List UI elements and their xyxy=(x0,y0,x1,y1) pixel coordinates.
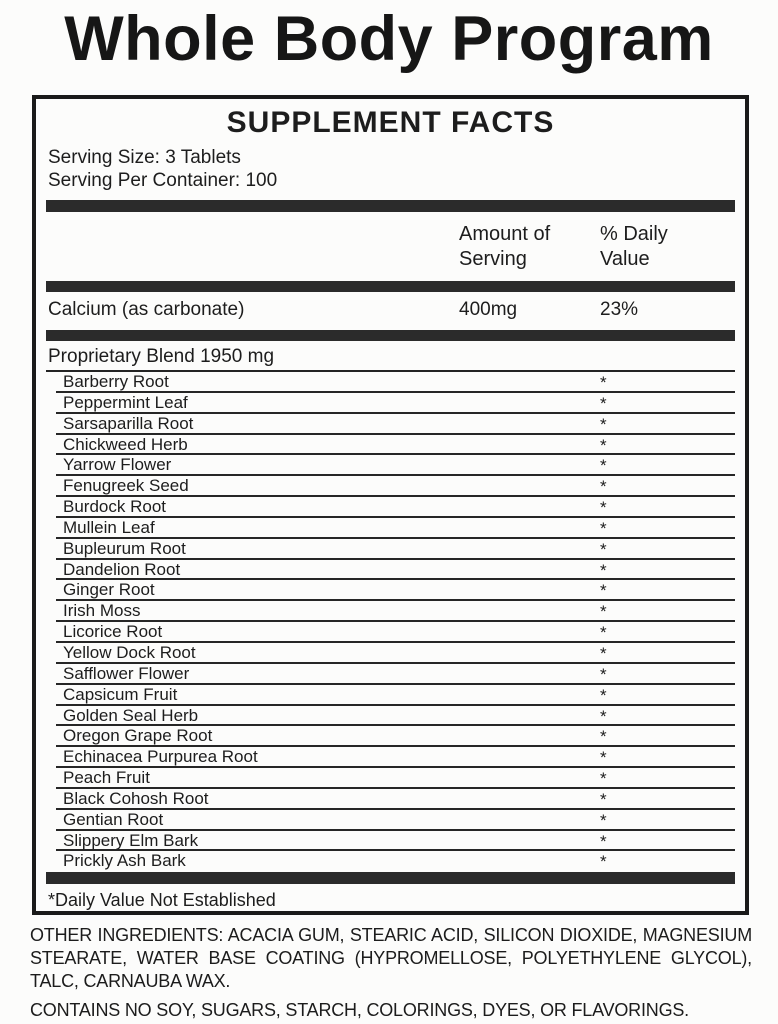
ingredient-row xyxy=(56,685,735,706)
ingredient-name: Echinacea Purpurea Root xyxy=(63,747,258,767)
ingredient-row xyxy=(56,414,735,435)
servings-per-container-text: Serving Per Container: 100 xyxy=(48,170,278,191)
divider-bar-thick xyxy=(46,281,735,292)
ingredient-daily-value: * xyxy=(600,623,607,643)
ingredient-name: Fenugreek Seed xyxy=(63,476,189,496)
ingredient-name: Barberry Root xyxy=(63,372,169,391)
ingredient-daily-value: * xyxy=(600,414,607,434)
column-header-row xyxy=(46,212,735,281)
ingredient-row xyxy=(56,580,735,601)
ingredient-name: Sarsaparilla Root xyxy=(63,413,194,433)
ingredient-daily-value: * xyxy=(600,456,607,476)
serving-size-text: Serving Size: 3 Tablets xyxy=(48,147,241,168)
ingredient-daily-value: * xyxy=(600,831,607,851)
ingredient-daily-value: * xyxy=(600,581,607,601)
ingredient-row xyxy=(56,455,735,476)
ingredient-row xyxy=(56,518,735,539)
ingredient-row xyxy=(56,372,735,393)
ingredient-daily-value: * xyxy=(600,435,607,455)
ingredient-name: Peppermint Leaf xyxy=(63,392,188,412)
ingredient-name: Ginger Root xyxy=(63,580,155,600)
other-ingredients-line: OTHER INGREDIENTS: ACACIA GUM, STEARIC ACID, SILICON DIOXIDE, MAGNESIUM xyxy=(30,925,752,945)
proprietary-blend-heading: Proprietary Blend 1950 mg xyxy=(46,341,735,372)
contains-statement: CONTAINS NO SOY, SUGARS, STARCH, COLORINGS, DYES, OR FLAVORINGS. xyxy=(30,1000,689,1020)
ingredient-row xyxy=(56,601,735,622)
ingredient-name: Safflower Flower xyxy=(63,663,190,683)
ingredient-row xyxy=(56,435,735,456)
ingredient-row xyxy=(56,726,735,747)
supplement-facts-panel xyxy=(32,95,749,915)
ingredient-name: Black Cohosh Root xyxy=(63,788,209,808)
ingredient-row xyxy=(56,560,735,581)
ingredient-name: Yellow Dock Root xyxy=(63,642,196,662)
divider-bar-thick xyxy=(46,200,735,212)
ingredient-row xyxy=(56,768,735,789)
ingredient-row xyxy=(56,706,735,727)
ingredient-row xyxy=(56,643,735,664)
ingredient-daily-value: * xyxy=(600,727,607,747)
ingredient-daily-value: * xyxy=(600,539,607,559)
ingredient-daily-value: * xyxy=(600,664,607,684)
product-title: Whole Body Program xyxy=(64,4,714,74)
ingredient-row xyxy=(56,622,735,643)
ingredient-daily-value: * xyxy=(600,498,607,518)
ingredient-name: Slippery Elm Bark xyxy=(63,830,199,850)
column-header-amount: Amount of Serving xyxy=(459,223,551,270)
ingredient-name: Dandelion Root xyxy=(63,559,181,579)
other-ingredients-paragraph xyxy=(30,924,752,993)
ingredient-row xyxy=(56,393,735,414)
ingredient-row xyxy=(56,810,735,831)
divider-bar-thick xyxy=(46,330,735,341)
ingredient-name: Oregon Grape Root xyxy=(63,726,213,746)
ingredient-row xyxy=(56,747,735,768)
ingredient-name: Capsicum Fruit xyxy=(63,684,178,704)
ingredient-daily-value: * xyxy=(600,769,607,789)
ingredient-row xyxy=(56,831,735,852)
ingredient-row xyxy=(56,789,735,810)
calcium-row xyxy=(46,292,735,330)
ingredient-daily-value: * xyxy=(600,685,607,705)
ingredient-daily-value: * xyxy=(600,789,607,809)
ingredient-list xyxy=(56,372,735,872)
ingredient-daily-value: * xyxy=(600,393,607,413)
calcium-daily-value: 23% xyxy=(600,299,639,320)
ingredient-name: Yarrow Flower xyxy=(63,455,172,475)
divider-bar-thick xyxy=(46,872,735,884)
calcium-name: Calcium (as carbonate) xyxy=(48,299,245,320)
ingredient-name: Chickweed Herb xyxy=(63,434,188,454)
ingredient-name: Licorice Root xyxy=(63,622,163,642)
ingredient-name: Prickly Ash Bark xyxy=(63,851,186,871)
ingredient-daily-value: * xyxy=(600,810,607,830)
ingredient-name: Burdock Root xyxy=(63,497,166,517)
ingredient-daily-value: * xyxy=(600,852,607,872)
ingredient-daily-value: * xyxy=(600,477,607,497)
ingredient-daily-value: * xyxy=(600,560,607,580)
ingredient-name: Bupleurum Root xyxy=(63,538,186,558)
other-ingredients-line: TALC, CARNAUBA WAX. xyxy=(30,971,231,991)
supplement-facts-heading: SUPPLEMENT FACTS xyxy=(226,106,555,139)
ingredient-daily-value: * xyxy=(600,602,607,622)
ingredient-daily-value: * xyxy=(600,373,607,392)
ingredient-daily-value: * xyxy=(600,706,607,726)
column-header-daily-value: % Daily Value xyxy=(600,223,668,270)
bottom-statements xyxy=(30,924,752,1022)
ingredient-row xyxy=(56,664,735,685)
ingredient-row xyxy=(56,539,735,560)
ingredient-daily-value: * xyxy=(600,748,607,768)
ingredient-row xyxy=(56,851,735,872)
ingredient-name: Gentian Root xyxy=(63,809,164,829)
ingredient-name: Peach Fruit xyxy=(63,768,150,788)
daily-value-footnote: *Daily Value Not Established xyxy=(48,890,276,911)
other-ingredients-line: STEARATE, WATER BASE COATING (HYPROMELLOSE, POLYETHYLENE GLYCOL), xyxy=(30,948,752,968)
ingredient-daily-value: * xyxy=(600,643,607,663)
ingredient-row xyxy=(56,497,735,518)
ingredient-name: Irish Moss xyxy=(63,601,141,621)
ingredient-daily-value: * xyxy=(600,518,607,538)
ingredient-name: Mullein Leaf xyxy=(63,517,155,537)
ingredient-row xyxy=(56,476,735,497)
calcium-amount: 400mg xyxy=(459,299,518,320)
ingredient-name: Golden Seal Herb xyxy=(63,705,199,725)
